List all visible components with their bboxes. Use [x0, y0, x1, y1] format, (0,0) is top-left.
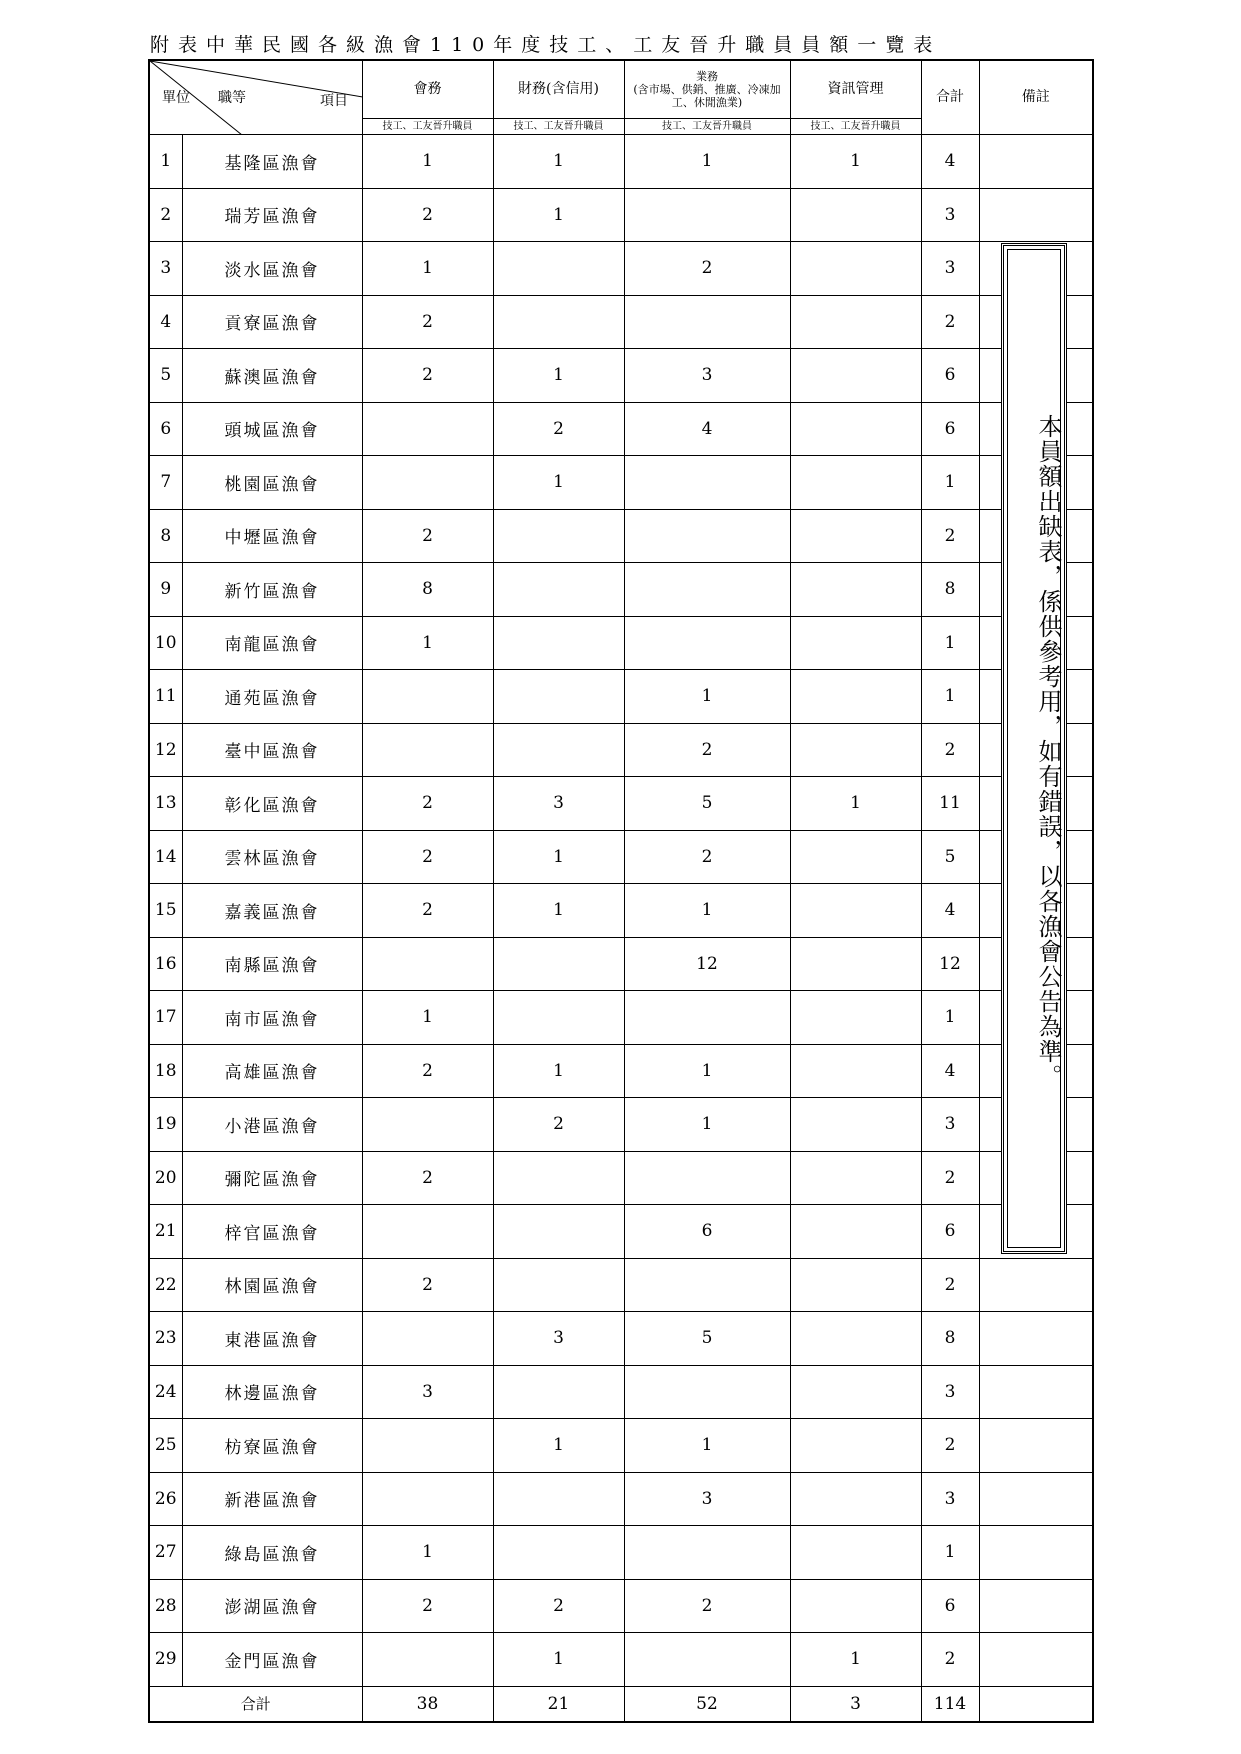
- diag-label-grade: 職等: [218, 90, 246, 106]
- row-number: 1: [149, 135, 182, 189]
- accounting-value: [362, 1633, 493, 1687]
- accounting-value: [362, 723, 493, 777]
- unit-name: 澎湖區漁會: [182, 1579, 362, 1633]
- table-row: [149, 242, 1093, 296]
- unit-name: 彌陀區漁會: [182, 1151, 362, 1205]
- table-row: [149, 1633, 1093, 1687]
- accounting-value: 1: [362, 135, 493, 189]
- business-value: [624, 616, 790, 670]
- business-value: 2: [624, 242, 790, 296]
- business-value: 1: [624, 670, 790, 724]
- total-value: 4: [921, 135, 979, 189]
- finance-value: 1: [493, 135, 624, 189]
- total-value: 6: [921, 1205, 979, 1259]
- business-value: 4: [624, 402, 790, 456]
- row-number: 4: [149, 295, 182, 349]
- total-value: 2: [921, 295, 979, 349]
- finance-value: 3: [493, 1312, 624, 1366]
- accounting-value: 3: [362, 1365, 493, 1419]
- business-value: 1: [624, 884, 790, 938]
- business-value: 3: [624, 1472, 790, 1526]
- table-row: [149, 402, 1093, 456]
- row-number: 29: [149, 1633, 182, 1687]
- table-row: [149, 616, 1093, 670]
- unit-name: 新港區漁會: [182, 1472, 362, 1526]
- row-number: 6: [149, 402, 182, 456]
- header-finance: 財務(含信用): [493, 60, 624, 119]
- finance-value: 1: [493, 830, 624, 884]
- header-business: [624, 60, 790, 119]
- sub-header-finance: 技工、工友晉升職員: [493, 119, 624, 135]
- total-value: 2: [921, 1258, 979, 1312]
- header-remark: 備註: [979, 60, 1093, 135]
- business-value: [624, 563, 790, 617]
- business-value: 1: [624, 1044, 790, 1098]
- accounting-value: 1: [362, 616, 493, 670]
- accounting-value: 2: [362, 349, 493, 403]
- total-value: 8: [921, 1312, 979, 1366]
- finance-value: 2: [493, 1579, 624, 1633]
- finance-value: [493, 723, 624, 777]
- total-value: 2: [921, 1419, 979, 1473]
- accounting-value: [362, 456, 493, 510]
- finance-value: [493, 295, 624, 349]
- business-value: 1: [624, 135, 790, 189]
- it-value: [790, 670, 921, 724]
- finance-value: 1: [493, 884, 624, 938]
- table-row: [149, 295, 1093, 349]
- document-title: 附表中華民國各級漁會110年度技工、工友晉升職員員額一覽表: [150, 34, 942, 56]
- accounting-value: 1: [362, 1526, 493, 1580]
- finance-value: [493, 1472, 624, 1526]
- it-value: [790, 349, 921, 403]
- table-row: [149, 135, 1093, 189]
- table-row: [149, 1526, 1093, 1580]
- accounting-value: 2: [362, 1258, 493, 1312]
- table-row: [149, 777, 1093, 831]
- accounting-value: [362, 1098, 493, 1152]
- total-i-value: 3: [790, 1686, 921, 1722]
- finance-value: 1: [493, 1419, 624, 1473]
- sub-header-accounting: 技工、工友晉升職員: [362, 119, 493, 135]
- table-row: [149, 1044, 1093, 1098]
- accounting-value: 8: [362, 563, 493, 617]
- remark-cell: [979, 1258, 1093, 1312]
- total-value: 2: [921, 509, 979, 563]
- it-value: [790, 937, 921, 991]
- table-row: [149, 1205, 1093, 1259]
- it-value: [790, 456, 921, 510]
- finance-value: [493, 1258, 624, 1312]
- finance-value: [493, 1526, 624, 1580]
- unit-name: 林邊區漁會: [182, 1365, 362, 1419]
- unit-name: 林園區漁會: [182, 1258, 362, 1312]
- table-row: [149, 1472, 1093, 1526]
- finance-value: [493, 937, 624, 991]
- total-value: 1: [921, 616, 979, 670]
- unit-name: 南市區漁會: [182, 991, 362, 1045]
- row-number: 15: [149, 884, 182, 938]
- accounting-value: 2: [362, 295, 493, 349]
- it-value: [790, 830, 921, 884]
- business-value: [624, 1526, 790, 1580]
- row-number: 26: [149, 1472, 182, 1526]
- business-value: 3: [624, 349, 790, 403]
- finance-value: 1: [493, 1044, 624, 1098]
- accounting-value: 2: [362, 188, 493, 242]
- remark-cell: [979, 1526, 1093, 1580]
- row-number: 28: [149, 1579, 182, 1633]
- row-number: 10: [149, 616, 182, 670]
- row-number: 16: [149, 937, 182, 991]
- accounting-value: [362, 937, 493, 991]
- it-value: [790, 1472, 921, 1526]
- it-value: [790, 1205, 921, 1259]
- table-row: [149, 349, 1093, 403]
- business-value: [624, 295, 790, 349]
- finance-value: [493, 242, 624, 296]
- row-number: 8: [149, 509, 182, 563]
- table-row: [149, 1151, 1093, 1205]
- accounting-value: 1: [362, 242, 493, 296]
- table-row: [149, 723, 1093, 777]
- diagonal-header-cell: [149, 60, 362, 135]
- unit-name: 貢寮區漁會: [182, 295, 362, 349]
- unit-name: 彰化區漁會: [182, 777, 362, 831]
- row-number: 13: [149, 777, 182, 831]
- total-value: 4: [921, 1044, 979, 1098]
- business-value: 5: [624, 777, 790, 831]
- total-value: 6: [921, 402, 979, 456]
- accounting-value: [362, 402, 493, 456]
- header-it: 資訊管理: [790, 60, 921, 119]
- unit-name: 枋寮區漁會: [182, 1419, 362, 1473]
- unit-name: 小港區漁會: [182, 1098, 362, 1152]
- total-value: 2: [921, 723, 979, 777]
- total-value: 6: [921, 1579, 979, 1633]
- remark-cell: [979, 1419, 1093, 1473]
- table-row: [149, 830, 1093, 884]
- business-value: 1: [624, 1098, 790, 1152]
- unit-name: 桃園區漁會: [182, 456, 362, 510]
- total-value: 2: [921, 1151, 979, 1205]
- accounting-value: 1: [362, 991, 493, 1045]
- total-value: 3: [921, 1365, 979, 1419]
- finance-value: 1: [493, 349, 624, 403]
- business-value: 2: [624, 723, 790, 777]
- it-value: 1: [790, 1633, 921, 1687]
- row-number: 22: [149, 1258, 182, 1312]
- it-value: [790, 188, 921, 242]
- table-row: [149, 509, 1093, 563]
- table-row: [149, 1579, 1093, 1633]
- business-value: 2: [624, 1579, 790, 1633]
- unit-name: 通苑區漁會: [182, 670, 362, 724]
- sub-header-business: 技工、工友晉升職員: [624, 119, 790, 135]
- business-value: [624, 991, 790, 1045]
- total-value: 1: [921, 1526, 979, 1580]
- it-value: [790, 1365, 921, 1419]
- row-number: 23: [149, 1312, 182, 1366]
- business-value: 5: [624, 1312, 790, 1366]
- business-value: [624, 1633, 790, 1687]
- unit-name: 蘇澳區漁會: [182, 349, 362, 403]
- unit-name: 嘉義區漁會: [182, 884, 362, 938]
- it-value: 1: [790, 135, 921, 189]
- unit-name: 新竹區漁會: [182, 563, 362, 617]
- it-value: [790, 509, 921, 563]
- row-number: 14: [149, 830, 182, 884]
- business-value: [624, 188, 790, 242]
- it-value: [790, 884, 921, 938]
- total-b-value: 52: [624, 1686, 790, 1722]
- it-value: [790, 1044, 921, 1098]
- unit-name: 東港區漁會: [182, 1312, 362, 1366]
- finance-value: [493, 509, 624, 563]
- remark-cell: [979, 188, 1093, 242]
- table-row: [149, 991, 1093, 1045]
- it-value: [790, 616, 921, 670]
- accounting-value: 2: [362, 1151, 493, 1205]
- note-text: 本員額出缺表，係供參考用，如有錯誤，以各漁會公告為準。: [1034, 413, 1062, 1089]
- total-value: 3: [921, 1098, 979, 1152]
- it-value: [790, 295, 921, 349]
- total-value: 12: [921, 937, 979, 991]
- row-number: 24: [149, 1365, 182, 1419]
- unit-name: 淡水區漁會: [182, 242, 362, 296]
- total-value: 5: [921, 830, 979, 884]
- business-value: 1: [624, 1419, 790, 1473]
- it-value: [790, 1098, 921, 1152]
- total-f-value: 21: [493, 1686, 624, 1722]
- finance-value: [493, 1365, 624, 1419]
- row-number: 7: [149, 456, 182, 510]
- finance-value: 1: [493, 188, 624, 242]
- row-number: 5: [149, 349, 182, 403]
- finance-value: 2: [493, 402, 624, 456]
- total-value: 6: [921, 349, 979, 403]
- total-value: 1: [921, 991, 979, 1045]
- row-number: 9: [149, 563, 182, 617]
- row-number: 27: [149, 1526, 182, 1580]
- table-row: [149, 1419, 1093, 1473]
- table-row: [149, 1365, 1093, 1419]
- total-label: 合計: [149, 1686, 362, 1722]
- total-value: 1: [921, 670, 979, 724]
- accounting-value: 2: [362, 1044, 493, 1098]
- finance-value: [493, 1205, 624, 1259]
- it-value: [790, 1258, 921, 1312]
- finance-value: 1: [493, 1633, 624, 1687]
- table-row: [149, 456, 1093, 510]
- row-number: 20: [149, 1151, 182, 1205]
- row-number: 2: [149, 188, 182, 242]
- remark-cell: [979, 1365, 1093, 1419]
- finance-value: [493, 991, 624, 1045]
- row-number: 19: [149, 1098, 182, 1152]
- unit-name: 中壢區漁會: [182, 509, 362, 563]
- unit-name: 南縣區漁會: [182, 937, 362, 991]
- unit-name: 雲林區漁會: [182, 830, 362, 884]
- staff-quota-table: [148, 59, 1094, 1723]
- it-value: [790, 1579, 921, 1633]
- total-value: 1: [921, 456, 979, 510]
- accounting-value: [362, 670, 493, 724]
- row-number: 11: [149, 670, 182, 724]
- diag-label-item: 項目: [320, 93, 348, 109]
- row-number: 25: [149, 1419, 182, 1473]
- unit-name: 金門區漁會: [182, 1633, 362, 1687]
- total-value: 11: [921, 777, 979, 831]
- business-value: 2: [624, 830, 790, 884]
- business-value: [624, 1258, 790, 1312]
- unit-name: 綠島區漁會: [182, 1526, 362, 1580]
- finance-value: 3: [493, 777, 624, 831]
- header-accounting: 會務: [362, 60, 493, 119]
- accounting-value: 2: [362, 509, 493, 563]
- accounting-value: 2: [362, 830, 493, 884]
- it-value: [790, 242, 921, 296]
- unit-name: 梓官區漁會: [182, 1205, 362, 1259]
- accounting-value: [362, 1205, 493, 1259]
- row-number: 18: [149, 1044, 182, 1098]
- accounting-value: [362, 1472, 493, 1526]
- it-value: [790, 1312, 921, 1366]
- header-total: 合計: [921, 60, 979, 135]
- header-business-sub: (含市場、供銷、推廣、冷凍加工、休閒漁業): [633, 83, 781, 109]
- it-value: [790, 723, 921, 777]
- table-row: [149, 937, 1093, 991]
- remark-cell: [979, 1312, 1093, 1366]
- total-value: 8: [921, 563, 979, 617]
- finance-value: 1: [493, 456, 624, 510]
- finance-value: [493, 563, 624, 617]
- total-value: 3: [921, 242, 979, 296]
- it-value: [790, 1419, 921, 1473]
- total-value: 3: [921, 188, 979, 242]
- business-value: [624, 509, 790, 563]
- table-row: [149, 884, 1093, 938]
- it-value: [790, 1526, 921, 1580]
- diag-label-unit: 單位: [162, 90, 190, 106]
- table-row: [149, 670, 1093, 724]
- unit-name: 高雄區漁會: [182, 1044, 362, 1098]
- it-value: [790, 563, 921, 617]
- total-a-value: 38: [362, 1686, 493, 1722]
- table-row: [149, 1098, 1093, 1152]
- total-value: 3: [921, 1472, 979, 1526]
- unit-name: 臺中區漁會: [182, 723, 362, 777]
- finance-value: [493, 1151, 624, 1205]
- row-number: 21: [149, 1205, 182, 1259]
- table-row: [149, 1258, 1093, 1312]
- finance-value: 2: [493, 1098, 624, 1152]
- total-value: 2: [921, 1633, 979, 1687]
- business-value: 6: [624, 1205, 790, 1259]
- table-row: [149, 1312, 1093, 1366]
- remark-cell: [979, 1633, 1093, 1687]
- accounting-value: [362, 1419, 493, 1473]
- it-value: [790, 991, 921, 1045]
- remark-cell: [979, 1472, 1093, 1526]
- business-value: [624, 456, 790, 510]
- remark-cell: [979, 135, 1093, 189]
- accounting-value: 2: [362, 884, 493, 938]
- it-value: [790, 1151, 921, 1205]
- total-value: 4: [921, 884, 979, 938]
- unit-name: 基隆區漁會: [182, 135, 362, 189]
- total-row: [149, 1686, 1093, 1722]
- business-value: 12: [624, 937, 790, 991]
- unit-name: 頭城區漁會: [182, 402, 362, 456]
- table-row: [149, 563, 1093, 617]
- note-box: [1001, 243, 1067, 1254]
- sub-header-it: 技工、工友晉升職員: [790, 119, 921, 135]
- it-value: 1: [790, 777, 921, 831]
- total-remark-cell: [979, 1686, 1093, 1722]
- total-t-value: 114: [921, 1686, 979, 1722]
- remark-cell: [979, 1579, 1093, 1633]
- unit-name: 南龍區漁會: [182, 616, 362, 670]
- finance-value: [493, 670, 624, 724]
- business-value: [624, 1151, 790, 1205]
- finance-value: [493, 616, 624, 670]
- unit-name: 瑞芳區漁會: [182, 188, 362, 242]
- row-number: 12: [149, 723, 182, 777]
- it-value: [790, 402, 921, 456]
- accounting-value: 2: [362, 777, 493, 831]
- accounting-value: 2: [362, 1579, 493, 1633]
- table-row: [149, 188, 1093, 242]
- business-value: [624, 1365, 790, 1419]
- row-number: 3: [149, 242, 182, 296]
- header-business-label: 業務: [696, 70, 718, 83]
- row-number: 17: [149, 991, 182, 1045]
- accounting-value: [362, 1312, 493, 1366]
